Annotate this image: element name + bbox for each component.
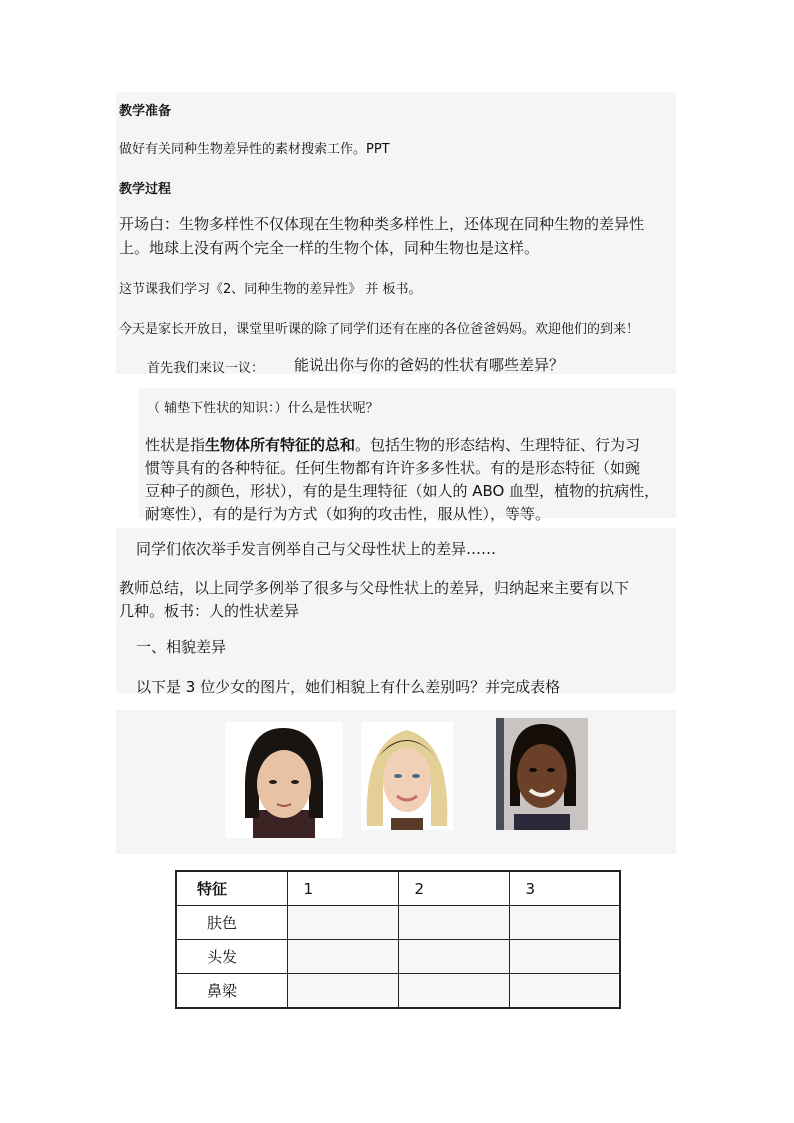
row-label-nose: 鼻梁 — [176, 974, 287, 1009]
parents-day-note: 今天是家长开放日，课堂里听课的除了同学们还有在座的各位爸爸妈妈。欢迎他们的到来！ — [119, 322, 640, 337]
table-header-row — [176, 871, 620, 906]
table-cell[interactable] — [509, 906, 620, 940]
girl-2-photo — [361, 722, 453, 830]
row-label-skin: 肤色 — [176, 906, 287, 940]
lesson-intro: 这节课我们学习《2、同种生物的差异性》 并 板书。 — [119, 282, 422, 297]
table-header-2: 2 — [398, 871, 509, 906]
preparation-text: 做好有关同种生物差异性的素材搜索工作。PPT — [119, 142, 390, 157]
opening-line-1: 开场白：生物多样性不仅体现在生物种类多样性上，还体现在同种生物的差异性 — [119, 215, 645, 233]
trait-definition-line-4: 耐寒性），有的是行为方式（如狗的攻击性，服从性），等等。 — [145, 505, 551, 523]
trait-definition-prefix: 性状是指 — [145, 436, 206, 454]
table-header-1: 1 — [287, 871, 398, 906]
appearance-task: 以下是 3 位少女的图片，她们相貌上有什么差别吗？并完成表格 — [136, 678, 561, 696]
trait-definition-line-3: 豆种子的颜色，形状），有的是生理特征（如人的 ABO 血型，植物的抗病性， — [145, 482, 660, 500]
table-cell[interactable] — [287, 940, 398, 974]
trait-comparison-table — [175, 870, 621, 1009]
teacher-summary-line-2: 几种。板书：人的性状差异 — [119, 602, 300, 620]
table-cell[interactable] — [398, 940, 509, 974]
table-row — [176, 906, 620, 940]
trait-hint: （ 辅垫下性状的知识：）什么是性状呢？ — [147, 401, 379, 416]
table-cell[interactable] — [509, 974, 620, 1009]
table-row — [176, 940, 620, 974]
trait-definition-rest: 。包括生物的形态结构、生理特征、行为习 — [355, 436, 641, 454]
girl-1-photo — [225, 722, 343, 838]
opening-line-2: 上。地球上没有两个完全一样的生物个体，同种生物也是这样。 — [119, 239, 540, 257]
row-label-hair: 头发 — [176, 940, 287, 974]
appearance-heading: 一、相貌差异 — [136, 638, 227, 656]
table-header-trait: 特征 — [176, 871, 287, 906]
table-header-3: 3 — [509, 871, 620, 906]
trait-definition-bold: 生物体所有特征的总和 — [205, 436, 356, 454]
table-row — [176, 974, 620, 1009]
trait-definition-line-2: 惯等具有的各种特征。任何生物都有许许多多性状。有的是形态特征（如豌 — [145, 459, 641, 477]
table-cell[interactable] — [509, 940, 620, 974]
girl-3-photo — [496, 718, 588, 830]
heading-preparation: 教学准备 — [119, 104, 172, 119]
trait-definition-line-1 — [145, 433, 640, 458]
students-examples: 同学们依次举手发言例举自己与父母性状上的差异…… — [136, 540, 497, 558]
heading-process: 教学过程 — [119, 182, 172, 197]
teacher-summary-line-1: 教师总结，以上同学多例举了很多与父母性状上的差异，归纳起来主要有以下 — [119, 579, 630, 597]
table-cell[interactable] — [398, 906, 509, 940]
table-cell[interactable] — [398, 974, 509, 1009]
table-cell[interactable] — [287, 974, 398, 1009]
discussion-question: 能说出你与你的爸妈的性状有哪些差异？ — [294, 356, 565, 374]
table-cell[interactable] — [287, 906, 398, 940]
discussion-prompt: 首先我们来议一议： — [147, 361, 265, 376]
